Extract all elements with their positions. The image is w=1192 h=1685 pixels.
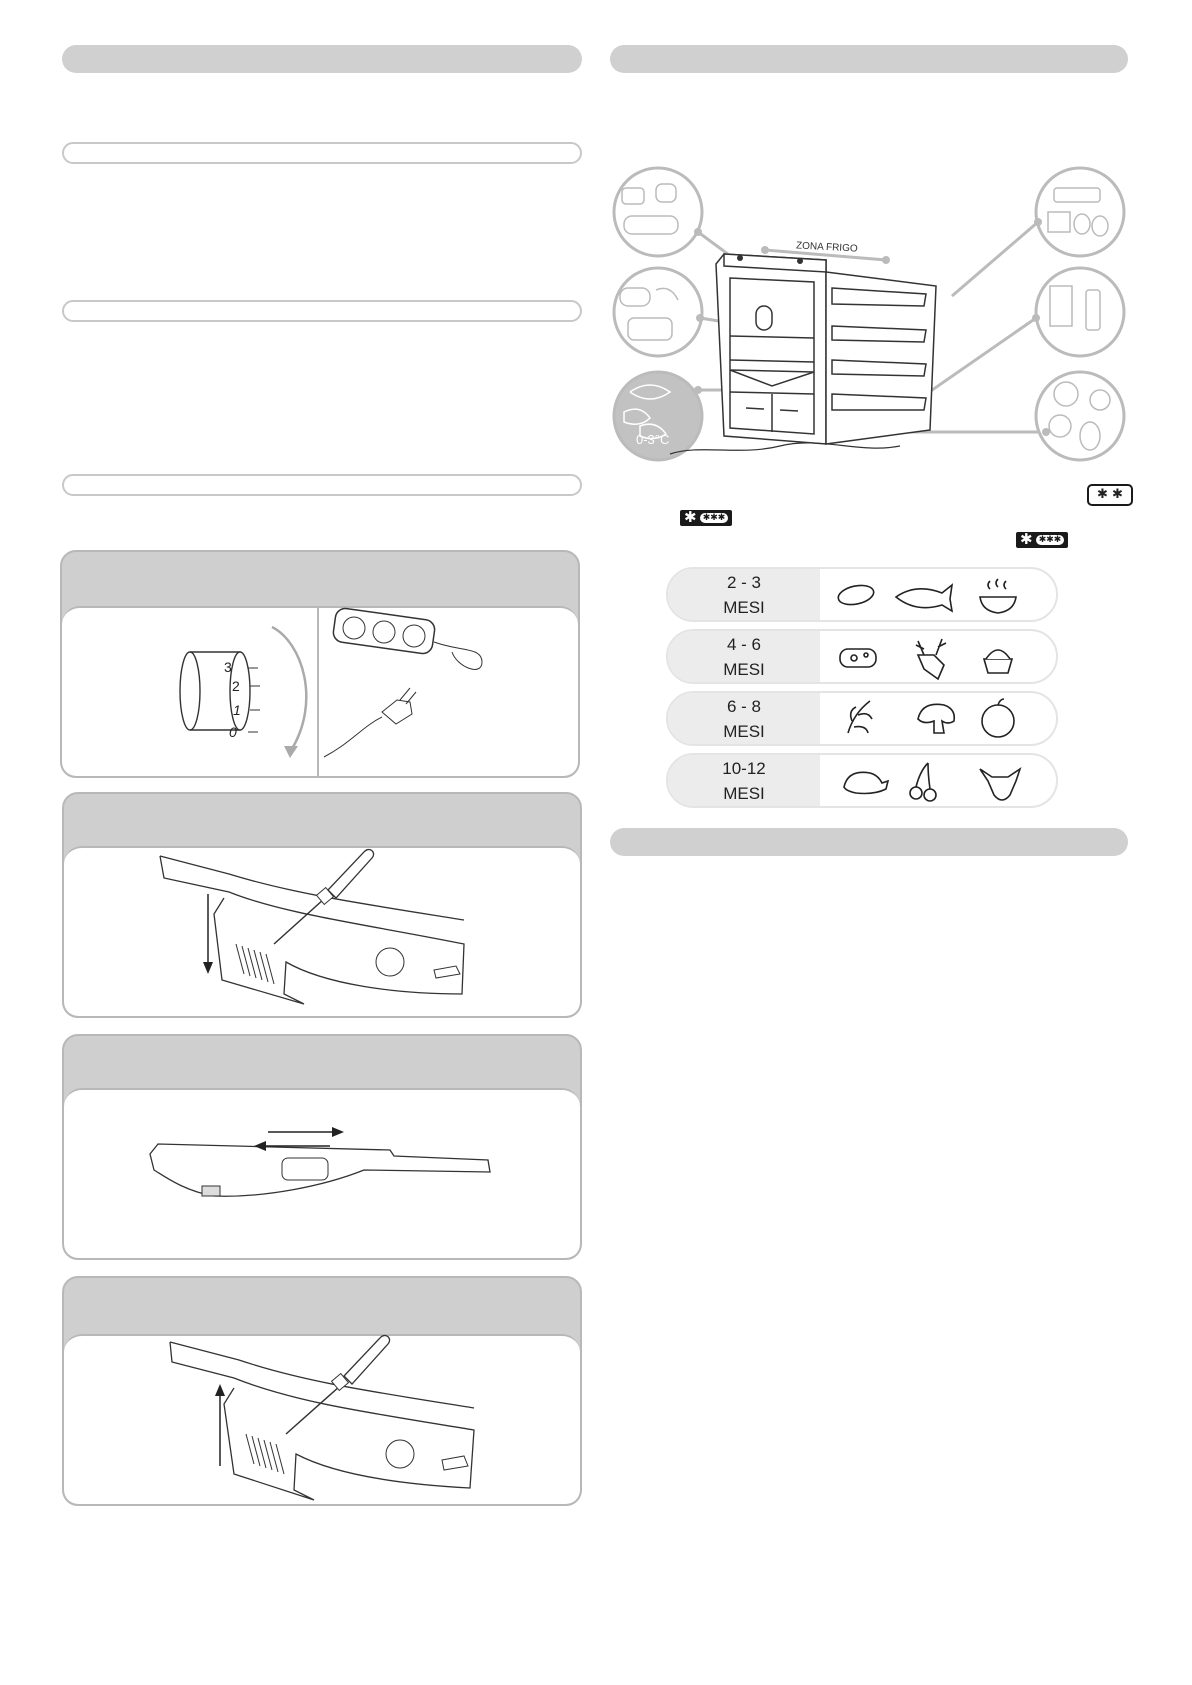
freeze-row-2-3 — [666, 567, 1058, 622]
fridge-diagram — [600, 160, 1140, 460]
cheese-deer-cupcake-icons — [838, 635, 1048, 679]
freeze-row-6-8 — [666, 691, 1058, 746]
freeze-period-label: 6 - 8 MESI — [668, 693, 820, 744]
power-strip-plug-icon — [62, 552, 580, 778]
two-star-rating-badge: ✱ ✱ — [1087, 484, 1133, 506]
freeze-period-label: 2 - 3 MESI — [668, 569, 820, 620]
wheat-mushroom-apple-icons — [838, 697, 1048, 741]
dairy-pastry-circle — [614, 168, 702, 256]
section-header-left — [62, 45, 582, 73]
subsection-header-2 — [62, 300, 582, 322]
drinks-circle — [1036, 268, 1124, 356]
instruction-panel-remove — [62, 792, 582, 1018]
bread-fish-soup-icons — [838, 575, 1048, 615]
vegetables-circle — [1036, 372, 1124, 460]
section-header-right — [610, 45, 1128, 73]
freeze-period-label: 10-12 MESI — [668, 755, 820, 806]
section-header-right-2 — [610, 828, 1128, 856]
subsection-header-3 — [62, 474, 582, 496]
dial-mark-2: 2 — [232, 678, 240, 694]
four-star-rating-badge-1: ✱ ✱✱✱ — [680, 510, 732, 526]
cured-meat-circle — [614, 268, 702, 356]
lamp-cover-removal-icon — [64, 794, 582, 1018]
dial-mark-0: 0 — [229, 724, 237, 740]
freeze-row-4-6 — [666, 629, 1058, 684]
dial-mark-3: 3 — [224, 659, 232, 675]
chicken-cherry-cow-icons — [838, 757, 1048, 805]
instruction-panel-thermostat — [60, 550, 580, 778]
four-star-rating-badge-2: ✱ ✱✱✱ — [1016, 532, 1068, 548]
fridge-zone-label: ZONA FRIGO — [795, 240, 858, 255]
cold-zone-temp-label: 0-3°C — [636, 432, 670, 447]
freeze-period-label: 4 - 6 MESI — [668, 631, 820, 682]
instruction-panel-refit — [62, 1276, 582, 1506]
lamp-slide-icon — [64, 1036, 582, 1260]
subsection-header-1 — [62, 142, 582, 164]
instruction-panel-slide — [62, 1034, 582, 1260]
dial-mark-1: 1 — [233, 702, 241, 718]
lamp-cover-refit-icon — [64, 1278, 582, 1506]
freeze-row-10-12 — [666, 753, 1058, 808]
